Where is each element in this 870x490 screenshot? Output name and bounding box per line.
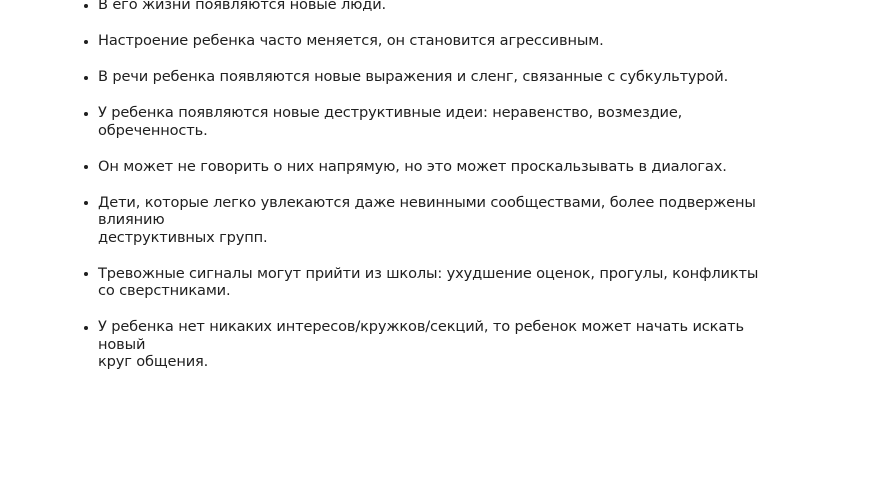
list-item	[83, 194, 783, 247]
list-item	[83, 318, 783, 371]
list-item-text: Настроение ребенка часто меняется, он становится агрессивным.	[98, 32, 604, 49]
list-item	[83, 265, 783, 300]
list-item-text: У ребенка появляются новые деструктивные идеи: неравенство, возмездие, обреченность.	[98, 104, 683, 139]
list-item-text: У ребенка нет никаких интересов/кружков/секций, то ребенок может начать искать новый круг общения.	[98, 318, 744, 370]
list-item	[83, 68, 783, 86]
list-item	[83, 32, 783, 50]
list-item-text: Тревожные сигналы могут прийти из школы: ухудшение оценок, прогулы, конфликты со сверстниками.	[98, 264, 759, 299]
warning-signs-list	[83, 0, 783, 389]
list-item-text: В речи ребенка появляются новые выражения и сленг, связанные с субкультурой.	[98, 68, 729, 85]
list-item	[83, 104, 783, 139]
list-item-text: Он может не говорить о них напрямую, но это может проскальзывать в диалогах.	[98, 157, 727, 175]
list-item	[83, 0, 783, 14]
list-item-text: Дети, которые легко увлекаются даже невинными сообществами, более подвержены влиянию деструктивных групп.	[98, 193, 756, 246]
list-item	[83, 158, 783, 176]
list-item-text: В его жизни появляются новые люди.	[98, 0, 387, 13]
